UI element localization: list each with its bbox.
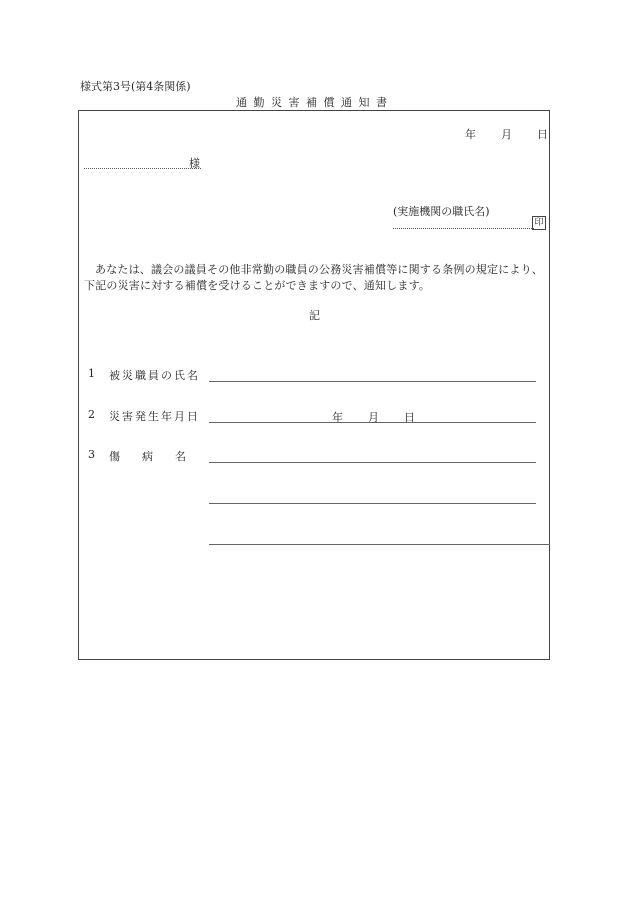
ki-heading: 記 <box>309 309 320 322</box>
injury-name-field-1[interactable] <box>209 462 536 463</box>
item-number: 2 <box>88 408 95 421</box>
issuer-label: (実施機関の職氏名) <box>393 205 490 218</box>
item-number: 1 <box>88 367 95 380</box>
recipient-honorific: 様 <box>189 157 200 170</box>
incident-date-day: 日 <box>404 411 415 424</box>
issuer-name-field[interactable] <box>393 228 534 229</box>
item-label: 被災職員の氏名 <box>109 369 200 382</box>
seal-mark: 印 <box>532 216 546 230</box>
document-title: 通勤災害補償通知書 <box>236 96 394 109</box>
victim-name-field[interactable] <box>209 381 536 382</box>
item-label: 災害発生年月日 <box>109 410 200 423</box>
injury-name-field-3[interactable] <box>209 544 550 545</box>
issue-date-year: 年 <box>465 128 476 141</box>
issue-date-month: 月 <box>501 128 512 141</box>
notice-body-text: あなたは、議会の議員その他非常勤の職員の公務災害補償等に関する条例の規定により、下記の災害に対する補償を受けることができますので、通知します。 <box>84 263 543 292</box>
incident-date-field[interactable] <box>209 422 536 423</box>
item-label: 傷 病 名 <box>109 450 186 463</box>
issue-date-day: 日 <box>537 128 548 141</box>
form-number-label: 様式第3号(第4条関係) <box>80 80 191 93</box>
incident-date-month: 月 <box>368 411 379 424</box>
form-frame <box>78 110 550 660</box>
incident-date-year: 年 <box>332 411 343 424</box>
injury-name-field-2[interactable] <box>209 503 536 504</box>
recipient-name-field[interactable] <box>84 168 201 169</box>
item-number: 3 <box>88 448 95 461</box>
